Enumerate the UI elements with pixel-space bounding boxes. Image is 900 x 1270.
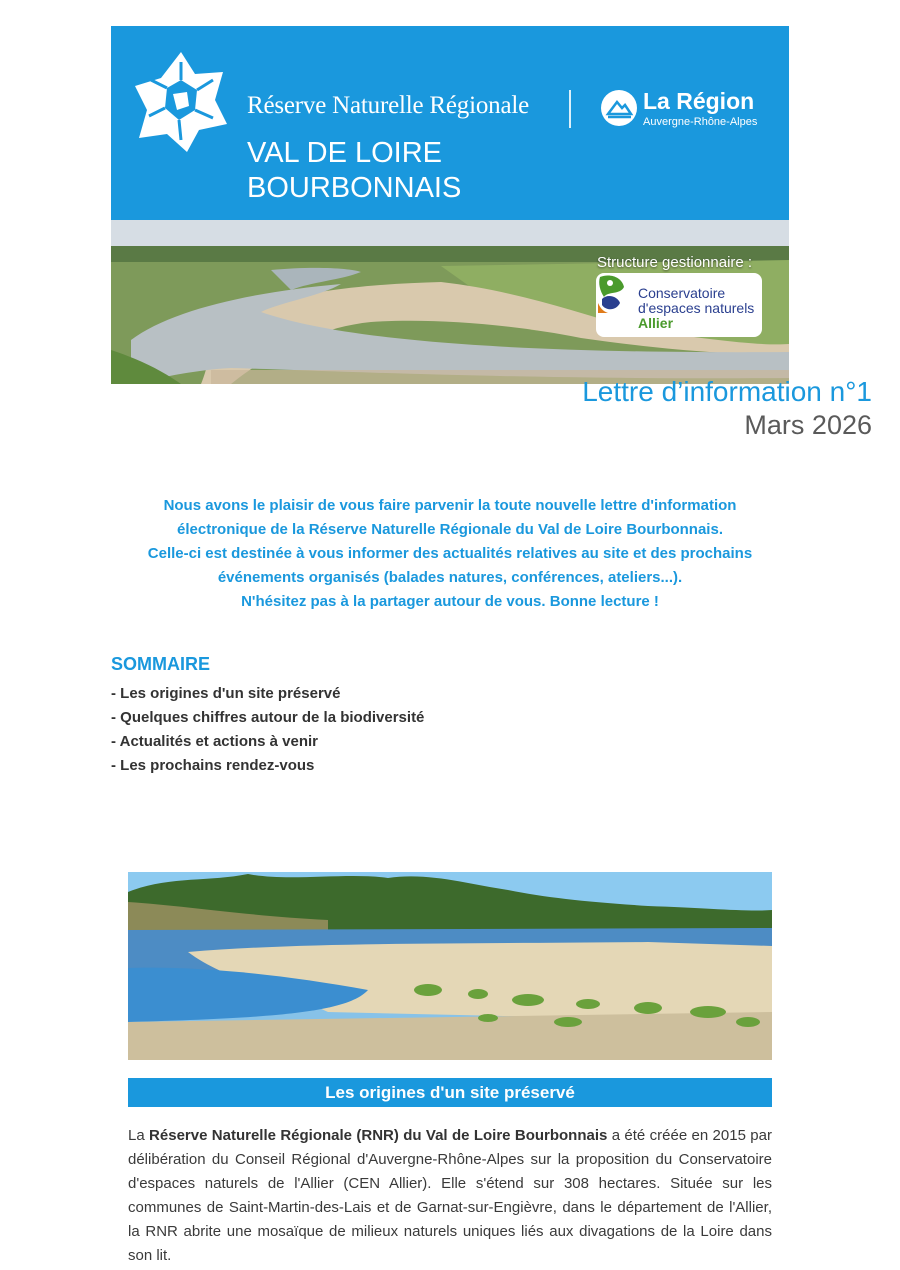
riverbank-photo [128, 872, 772, 1060]
paragraph-bold: Réserve Naturelle Régionale (RNR) du Val de Loire Bourbonnais [149, 1127, 608, 1144]
newsletter-container [111, 26, 789, 384]
intro-line: électronique de la Réserve Naturelle Régionale du Val de Loire Bourbonnais. [177, 521, 723, 538]
region-mountain-icon [601, 90, 637, 126]
reserve-star-logo-icon [135, 50, 227, 154]
intro-line: Nous avons le plaisir de vous faire parvenir la toute nouvelle lettre d'information [163, 497, 737, 514]
reserve-name [247, 136, 461, 206]
cen-mark-icon [596, 273, 628, 313]
cen-name-line3: Allier [638, 315, 674, 331]
section-origines-paragraph [128, 1124, 772, 1268]
sommaire-item: - Quelques chiffres autour de la biodiversité [111, 709, 425, 726]
newsletter-title: Lettre d’information n°1 [582, 376, 872, 407]
region-subtitle: Auvergne-Rhône-Alpes [643, 116, 758, 128]
reserve-title: Réserve Naturelle Régionale [247, 92, 529, 119]
sommaire-item: - Les prochains rendez-vous [111, 757, 315, 774]
riverbank-illustration [128, 872, 772, 1060]
header-banner [111, 26, 789, 220]
section-heading-origines: Les origines d'un site préservé [128, 1078, 772, 1107]
sommaire-item: - Les origines d'un site préservé [111, 685, 341, 702]
reserve-name-line2: BOURBONNAIS [247, 172, 462, 204]
reserve-name-line1: VAL DE LOIRE [247, 137, 443, 169]
sommaire-heading: SOMMAIRE [111, 654, 210, 674]
intro-line: N'hésitez pas à la partager autour de vous. Bonne lecture ! [241, 593, 659, 610]
intro-line: événements organisés (balades natures, conférences, ateliers...). [217, 569, 683, 586]
cen-name-line1: Conservatoire [638, 285, 726, 301]
paragraph-prefix: La [128, 1127, 150, 1144]
header-divider [569, 90, 571, 128]
loire-landscape-photo [111, 220, 789, 384]
cen-name-line2: d'espaces naturels [638, 300, 755, 316]
region-name: La Région [643, 88, 755, 114]
cen-allier-logo [596, 273, 762, 337]
structure-label: Structure gestionnaire : [597, 254, 753, 271]
sommaire-item: - Actualités et actions à venir [111, 733, 319, 750]
sommaire-list [111, 682, 424, 778]
newsletter-date: Mars 2026 [744, 410, 872, 440]
paragraph-rest: a été créée en 2015 par délibération du Conseil Régional d'Auvergne-Rhône-Alpes sur la proposition du Conservatoire d'espaces naturels de l'Allier (CEN Allier). Elle s'étend sur 308 hectares. Située sur les communes de Saint-Martin-des-Lais et de Garnat-sur-Engièvre, dans le département de l'Allier, la RNR abrite une mosaïque de milieux naturels uniques liés aux divagations de la Loire dans son lit. [128, 1127, 772, 1264]
intro-paragraph [111, 494, 789, 614]
intro-line: Celle-ci est destinée à vous informer des actualités relatives au site et des prochains [147, 545, 753, 562]
